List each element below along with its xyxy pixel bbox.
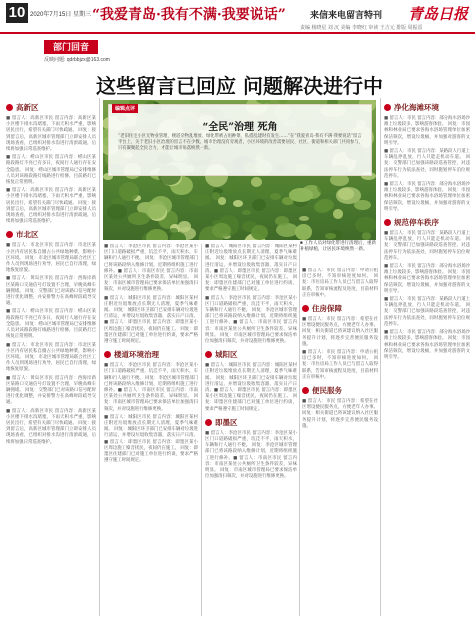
article-text: ■ 留言人：黄岛区市民 留言内容：西海岸新区某路口交通信号灯设置不合理，早晚高峰车辆拥堵。 回复：交警部门已对该路口信号配时进行优化调整，并安排警力在高峰时段疏导交通。 bbox=[6, 276, 96, 307]
page-headline: 这些留言已回应 问题解决进行中 bbox=[96, 74, 383, 98]
comment-label: 编辑点评 bbox=[112, 104, 138, 113]
column-rule bbox=[299, 244, 300, 616]
article-text: ■ 留言人：市民 留言内容：申请公租房已多时，不知审核进度如何。 回复：市住房局工作人员已与留言人取得联系，告知审核流程及进度，目前材料正在审核中。 bbox=[302, 268, 378, 298]
foliage-texture bbox=[251, 225, 268, 240]
foliage-texture bbox=[295, 224, 311, 240]
article-text: ■ 留言人：崂山区市民 留言内容：崂山区某路段路灯不亮已有多日，夜间行人通行存在安全隐患。 回复：崂山区城市管理局已安排维修人员对该路段路灯线路进行检修，目前路灯已恢复正常照明。 bbox=[6, 309, 96, 340]
foliage-texture bbox=[145, 200, 165, 219]
foliage-texture bbox=[299, 216, 309, 221]
subhead: 市北区 bbox=[6, 229, 96, 240]
subhead: 城阳区 bbox=[205, 349, 297, 360]
foliage-texture bbox=[362, 232, 372, 240]
foliage-texture bbox=[289, 188, 313, 202]
section-label: 部门回音 bbox=[44, 40, 98, 54]
article-text: ■ 留言人：市北区市民 留言内容：市北区某小区内有居民私自圈占公共绿地种菜，影响小区环境。 回复：市北区城市管理局联合社区工作人员到现场进行劝导，居民已自行清理，绿地恢复原貌。 bbox=[6, 342, 96, 373]
bullet-icon bbox=[104, 351, 111, 358]
article-text: ■ 留言人：黄岛区市民 留言内容：西海岸新区某路口交通信号灯设置不合理，早晚高峰车辆拥堵。 回复：交警部门已对该路口信号配时进行优化调整，并安排警力在高峰时段疏导交通。 bbox=[6, 375, 96, 406]
subhead: 高新区 bbox=[6, 102, 96, 113]
foliage-texture bbox=[170, 232, 187, 240]
article-text: ■ 留言人：市北区市民 留言内容：市北区某小区内有居民私自圈占公共绿地种菜，影响小区环境。 回复：市北区城市管理局联合社区工作人员到现场进行劝导，居民已自行清理，绿地恢复原貌。 bbox=[6, 243, 96, 274]
foliage-texture bbox=[212, 192, 220, 199]
column-left bbox=[6, 98, 96, 616]
subhead: 规范停车秩序 bbox=[384, 217, 470, 228]
foliage-texture bbox=[107, 204, 127, 220]
foliage-texture bbox=[146, 229, 168, 240]
page-date: 2020年7月15日 星期三 bbox=[30, 12, 92, 18]
article-text: ■ 留言人：高新区市民 留言内容：高新区某小区楼下排水沟堵塞，下雨天积水严重，影响居民出行，希望有关部门尽快疏通。 回复：接到留言后，高新区城市管理部门立即安排人员现场查看，已组织对排水沟进行清淤疏通，后续将加强日常巡查维护。 bbox=[6, 408, 96, 445]
column-center bbox=[205, 244, 297, 616]
header-divider bbox=[0, 32, 475, 34]
foliage-texture bbox=[325, 233, 336, 239]
subhead: 住房保障 bbox=[302, 303, 378, 314]
column-rule bbox=[201, 244, 202, 616]
article-text: ■ 留言人：李沧区市民 留言内容：李沧区某小区门口道路破损严重，坑洼不平，雨天积水，车辆和行人通行不便。 回复：李沧区城市管理部门已将该路段纳入维修计划，近期将组织施工进行修补。■ 留言人：市南区市民 留言内容：市南区某处公共厕所卫生条件较差，异味明显。 回复：市南区城市管理局已要求保洁单位加强清扫频次，并对设施进行维修更换。 bbox=[104, 244, 198, 293]
foliage-texture bbox=[354, 200, 370, 211]
article-text: ■ 留言人：李沧区市民 留言内容：李沧区某小区门口道路破损严重，坑洼不平，雨天积水，车辆和行人通行不便。 回复：李沧区城市管理部门已将该路段纳入维修计划，近期将组织施工进行修补。■ 留言人：市南区市民 留言内容：市南区某处公共厕所卫生条件较差，异味明显。 回复：市南区城市管理局已要求保洁单位加强清扫频次，并对设施进行维修更换。 bbox=[205, 295, 297, 345]
foliage-texture bbox=[242, 210, 251, 215]
foliage-texture bbox=[225, 186, 237, 193]
foliage-texture bbox=[119, 182, 139, 201]
article-text: ■ 留言人：城阳区市民 留言内容：城阳区某村庄附近垃圾堆放点长期无人清理，夏季气味难闻。 回复：城阳区环卫部门已安排车辆对垃圾进行清运，并增设垃圾收集容器，落实日产日清。■ 留言人：即墨区市民 留言内容：即墨区某小区周边施工噪音扰民，夜间仍在施工。 回复：即墨区住建部门已对施工单位进行约谈，要求严格遵守施工时间规定。 bbox=[205, 363, 297, 412]
article-text: ■ 留言人：市民 留言内容：某路段人行道上车辆乱停乱放，行人只能走机动车道。 回复：交警部门已加强该路段巡查管控，对违法停车行为依法查处，同时施划停车泊位规范停车。 bbox=[384, 231, 470, 261]
bullet-icon bbox=[384, 104, 391, 111]
foliage-texture bbox=[314, 201, 331, 213]
foliage-texture bbox=[333, 209, 343, 218]
foliage-texture bbox=[251, 177, 262, 187]
editor-credits: 责编 杨晓星 刘 沉 美编 李晓红 审读 王吉元 排版 周振雷 bbox=[300, 25, 423, 31]
foliage-texture bbox=[212, 223, 230, 238]
article-text: ■ 留言人：市民 留言内容：部分海水浴场沙滩上垃圾较多，影响游客体验。 回复：市园林和林业局已要求各海水浴场管理单位加密保洁频次，增设垃圾桶，并加强对游客的文明引导。 bbox=[384, 116, 470, 146]
column-rule bbox=[99, 98, 100, 616]
quote-title: “全民”治理 死角 bbox=[202, 122, 278, 133]
article-text: ■ 留言人：市民 留言内容：部分海水浴场沙滩上垃圾较多，影响游客体验。 回复：市园林和林业局已要求各海水浴场管理单位加密保洁频次，增设垃圾桶，并加强对游客的文明引导。 bbox=[384, 264, 470, 294]
article-text: ■ 留言人：市民 留言内容：希望在社区增设便民服务点，方便老年人办事。 回复：相关街道已将该建议纳入社区服务提升计划，将逐步完善便民服务设施。 bbox=[302, 399, 378, 429]
bullet-icon bbox=[302, 305, 309, 312]
bullet-icon bbox=[205, 351, 212, 358]
bullet-icon bbox=[6, 231, 13, 238]
quote-text: “老旧住宅小区无物业管理，楼道杂物乱堆放、绿化带被占用种菜、私搭乱建时有发生……”在“我爱青岛·我有不满·我要说话”留言平台上，关于老旧小区治理的留言不在少数。城市治理没有旁观者，小区环境的改善需要居民、社区、街道和相关部门共同参与，只有凝聚起全民合力，才能让城市角落焕然一新。 bbox=[118, 134, 363, 151]
article-text: ■ 留言人：城阳区市民 留言内容：城阳区某村庄附近垃圾堆放点长期无人清理，夏季气味难闻。 回复：城阳区环卫部门已安排车辆对垃圾进行清运，并增设垃圾收集容器，落实日产日清。■ 留言人：即墨区市民 留言内容：即墨区某小区周边施工噪音扰民，夜间仍在施工。 回复：即墨区住建部门已对施工单位进行约谈，要求严格遵守施工时间规定。 bbox=[104, 414, 198, 464]
photo-caption: ■ 工作人员对绿化带进行清理后，重新补植绿植，让居民环境焕然一新。 bbox=[300, 240, 376, 251]
article-text: ■ 留言人：市民 留言内容：部分海水浴场沙滩上垃圾较多，影响游客体验。 回复：市园林和林业局已要求各海水浴场管理单位加密保洁频次，增设垃圾桶，并加强对游客的文明引导。 bbox=[384, 330, 470, 360]
newspaper-logo: 青岛日报 bbox=[408, 5, 469, 23]
page-number: 10 bbox=[6, 3, 28, 23]
section-contact: 反映问题: qdrbbjzx@163.com bbox=[44, 57, 110, 63]
issue-title: 来信来电留言特刊 bbox=[310, 10, 383, 20]
article-text: ■ 留言人：高新区市民 留言内容：高新区某小区楼下排水沟堵塞，下雨天积水严重，影响居民出行，希望有关部门尽快疏通。 回复：接到留言后，高新区城市管理部门立即安排人员现场查看，已组织对排水沟进行清淤疏通，后续将加强日常巡查维护。 bbox=[6, 116, 96, 153]
foliage-texture bbox=[317, 180, 331, 194]
foliage-texture bbox=[270, 193, 281, 200]
foliage-texture bbox=[252, 199, 266, 211]
foliage-texture bbox=[189, 193, 211, 206]
column-center-left bbox=[104, 244, 198, 616]
column-rule bbox=[380, 98, 381, 616]
article-text: ■ 留言人：李沧区市民 留言内容：李沧区某小区门口道路破损严重，坑洼不平，雨天积水，车辆和行人通行不便。 回复：李沧区城市管理部门已将该路段纳入维修计划，近期将组织施工进行修补。■ 留言人：市南区市民 留言内容：市南区某处公共厕所卫生条件较差，异味明显。 回复：市南区城市管理局已要求保洁单位加强清扫频次，并对设施进行维修更换。 bbox=[205, 430, 297, 480]
subhead: 即墨区 bbox=[205, 417, 297, 428]
column-right bbox=[384, 98, 470, 616]
campaign-slogan: “我爱青岛·我有不满·我要说话” bbox=[92, 7, 286, 23]
article-text: ■ 留言人：崂山区市民 留言内容：崂山区某路段路灯不亮已有多日，夜间行人通行存在安全隐患。 回复：崂山区城市管理局已安排维修人员对该路段路灯线路进行检修，目前路灯已恢复正常照明。 bbox=[6, 155, 96, 186]
article-text: ■ 留言人：市民 留言内容：部分海水浴场沙滩上垃圾较多，影响游客体验。 回复：市园林和林业局已要求各海水浴场管理单位加密保洁频次，增设垃圾桶，并加强对游客的文明引导。 bbox=[384, 182, 470, 212]
foliage-texture bbox=[218, 197, 226, 204]
article-text: ■ 留言人：市民 留言内容：某路段人行道上车辆乱停乱放，行人只能走机动车道。 回复：交警部门已加强该路段巡查管控，对违法停车行为依法查处，同时施划停车泊位规范停车。 bbox=[384, 297, 470, 327]
subhead: 净化海滩环境 bbox=[384, 102, 470, 113]
bullet-icon bbox=[302, 387, 309, 394]
article-text: ■ 留言人：城阳区市民 留言内容：城阳区某村庄附近垃圾堆放点长期无人清理，夏季气味难闻。 回复：城阳区环卫部门已安排车辆对垃圾进行清运，并增设垃圾收集容器，落实日产日清。■ 留言人：即墨区市民 留言内容：即墨区某小区周边施工噪音扰民，夜间仍在施工。 回复：即墨区住建部门已对施工单位进行约谈，要求严格遵守施工时间规定。 bbox=[205, 244, 297, 293]
bullet-icon bbox=[205, 419, 212, 426]
foliage-texture bbox=[355, 217, 376, 233]
column-center-right bbox=[302, 268, 378, 616]
article-text: ■ 留言人：高新区市民 留言内容：高新区某小区楼下排水沟堵塞，下雨天积水严重，影响居民出行，希望有关部门尽快疏通。 回复：接到留言后，高新区城市管理部门立即安排人员现场查看，已组织对排水沟进行清淤疏通，后续将加强日常巡查维护。 bbox=[6, 188, 96, 225]
article-text: ■ 留言人：市民 留言内容：希望在社区增设便民服务点，方便老年人办事。 回复：相关街道已将该建议纳入社区服务提升计划，将逐步完善便民服务设施。 bbox=[302, 317, 378, 347]
article-text: ■ 留言人：市民 留言内容：申请公租房已多时，不知审核进度如何。 回复：市住房局工作人员已与留言人取得联系，告知审核流程及进度，目前材料正在审核中。 bbox=[302, 350, 378, 380]
article-text: ■ 留言人：市民 留言内容：某路段人行道上车辆乱停乱放，行人只能走机动车道。 回复：交警部门已加强该路段巡查管控，对违法停车行为依法查处，同时施划停车泊位规范停车。 bbox=[384, 149, 470, 179]
foliage-texture bbox=[233, 200, 243, 207]
bullet-icon bbox=[6, 104, 13, 111]
subhead: 楼道环境治理 bbox=[104, 349, 198, 360]
article-text: ■ 留言人：城阳区市民 留言内容：城阳区某村庄附近垃圾堆放点长期无人清理，夏季气味难闻。 回复：城阳区环卫部门已安排车辆对垃圾进行清运，并增设垃圾收集容器，落实日产日清。■ 留言人：即墨区市民 留言内容：即墨区某小区周边施工噪音扰民，夜间仍在施工。 回复：即墨区住建部门已对施工单位进行约谈，要求严格遵守施工时间规定。 bbox=[104, 295, 198, 345]
article-text: ■ 留言人：李沧区市民 留言内容：李沧区某小区门口道路破损严重，坑洼不平，雨天积水，车辆和行人通行不便。 回复：李沧区城市管理部门已将该路段纳入维修计划，近期将组织施工进行修补。■ 留言人：市南区市民 留言内容：市南区某处公共厕所卫生条件较差，异味明显。 回复：市南区城市管理局已要求保洁单位加强清扫频次，并对设施进行维修更换。 bbox=[104, 363, 198, 412]
subhead: 便民服务 bbox=[302, 385, 378, 396]
bullet-icon bbox=[384, 219, 391, 226]
